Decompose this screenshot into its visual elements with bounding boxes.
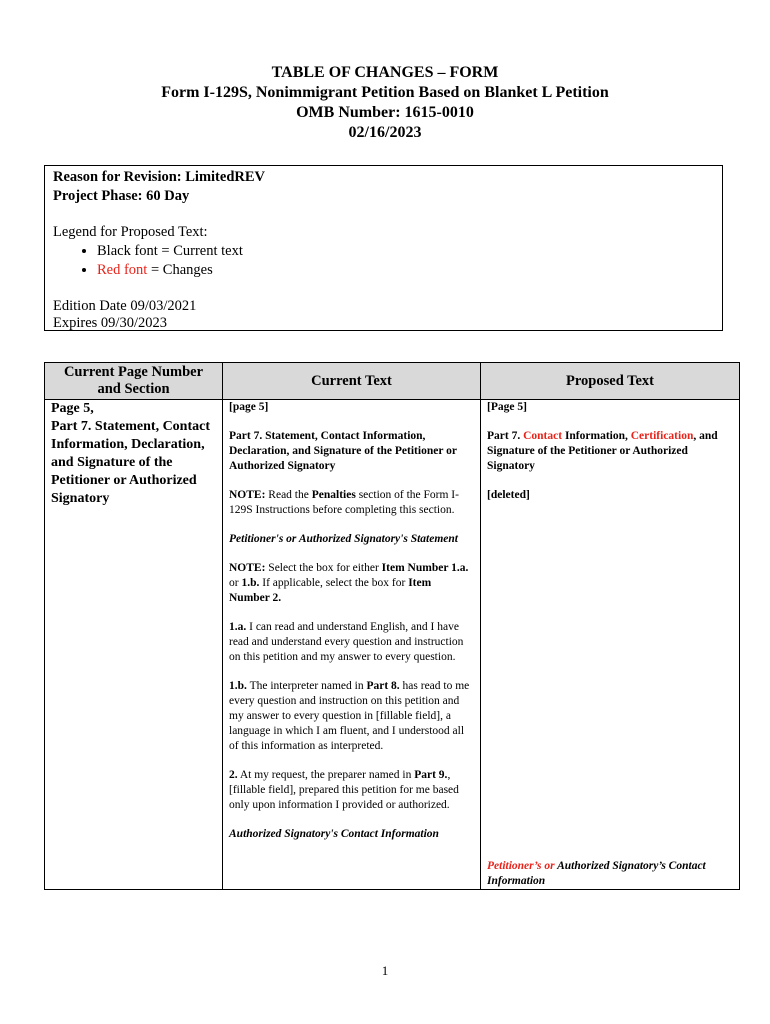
proposed-contact-red: Petitioner’s or [487,860,558,872]
item-1b-pre: The interpreter named in [246,680,367,692]
proposed-part-title [487,429,733,474]
section-page: Page 5, [51,401,94,416]
note-text-pre: Read the [265,489,312,501]
current-page-ref: [page 5] [229,401,269,413]
table-header-row [45,363,740,400]
note2-mid: If applicable, select the box for [259,577,409,589]
proposed-part-certification: Certification [630,430,694,442]
table-row [45,400,740,890]
legend-title: Legend for Proposed Text: [53,224,208,240]
current-item-1a [229,620,474,665]
revision-info-box [44,165,723,331]
legend-item-black [97,242,722,261]
reason-for-revision: Reason for Revision: LimitedREV [53,169,265,185]
header-current-text: Current Text [223,363,481,400]
proposed-part-b: Information, [562,430,631,442]
item-2-part: Part 9. [414,769,448,781]
current-part-title: Part 7. Statement, Contact Information, Declaration, and Signature of the Petitioner or Authorized Signatory [229,430,457,472]
item-1b-part: Part 8. [366,680,400,692]
note2-item: Item Number 1.a. [381,562,469,574]
legend-red-rest: = Changes [147,262,213,278]
proposed-part-a: Part 7. [487,430,524,442]
current-item-2 [229,768,474,813]
proposed-contact-rest: Authorized Signatory’s Contact Information [487,860,706,887]
section-part: Part 7. Statement, Contact Information, Declaration, and Signature of the Petitioner or Authorized Signatory [51,419,211,506]
note2-1b: 1.b. [241,577,260,589]
item-1b-post: has read to me every question and instruction on this petition and my answer to every question in [fillable field], a language in which I am fluent, and I understood all of this information as interpreted. [229,680,470,752]
header-date: 02/16/2023 [348,124,422,141]
proposed-part-contact: Contact [523,430,563,442]
current-statement-heading: Petitioner's or Authorized Signatory's Statement [229,533,458,545]
current-contact-heading: Authorized Signatory's Contact Information [229,828,439,840]
legend-black-text: Black font = Current text [97,243,243,259]
item-1a-text: I can read and understand English, and I have read and understand every question and instruction on this petition and my answer to every question. [229,621,464,663]
header-current-page-section: Current Page Number and Section [45,363,223,400]
proposed-text-cell [481,400,740,890]
expiration-date: Expires 09/30/2023 [53,315,167,331]
header-form-name: Form I-129S, Nonimmigrant Petition Based on Blanket L Petition [161,84,609,101]
note-text-post: section of the Form I-129S Instructions before completing this section. [229,489,459,516]
legend-item-red [97,261,722,280]
note-penalties-bold: Penalties [311,489,356,501]
legend [53,242,722,280]
header-omb-number: OMB Number: 1615-0010 [296,104,474,121]
item-2-post: , [fillable field], prepared this petition for me based only upon information I provided or authorized. [229,769,459,811]
item-1a-label: 1.a. [229,621,247,633]
edition-date: Edition Date 09/03/2021 [53,298,197,314]
item-2-pre: At my request, the preparer named in [237,769,415,781]
current-note-penalties [229,488,474,518]
document-header [0,63,770,143]
item-1b-label: 1.b. [229,680,247,692]
page-number: 1 [381,963,389,978]
proposed-deleted: [deleted] [487,489,530,501]
legend-red-word: Red font [97,262,148,278]
note-label: NOTE: [229,489,266,501]
current-text-cell [223,400,481,890]
proposed-contact-heading [487,859,733,889]
note2-pre: Select the box for either [265,562,382,574]
current-note-select [229,561,474,606]
note2-or: or [229,577,242,589]
proposed-page-ref: [Page 5] [487,401,527,413]
changes-table [44,362,740,890]
proposed-part-c: , and Signature of the Petitioner or Authorized Signatory [487,430,718,472]
note2-item2: Item Number 2. [229,577,432,604]
section-cell [45,400,223,890]
current-item-1b [229,679,474,754]
header-proposed-text: Proposed Text [481,363,740,400]
header-title: TABLE OF CHANGES – FORM [271,64,499,81]
project-phase: Project Phase: 60 Day [53,188,190,204]
note2-label: NOTE: [229,562,266,574]
item-2-label: 2. [229,769,238,781]
